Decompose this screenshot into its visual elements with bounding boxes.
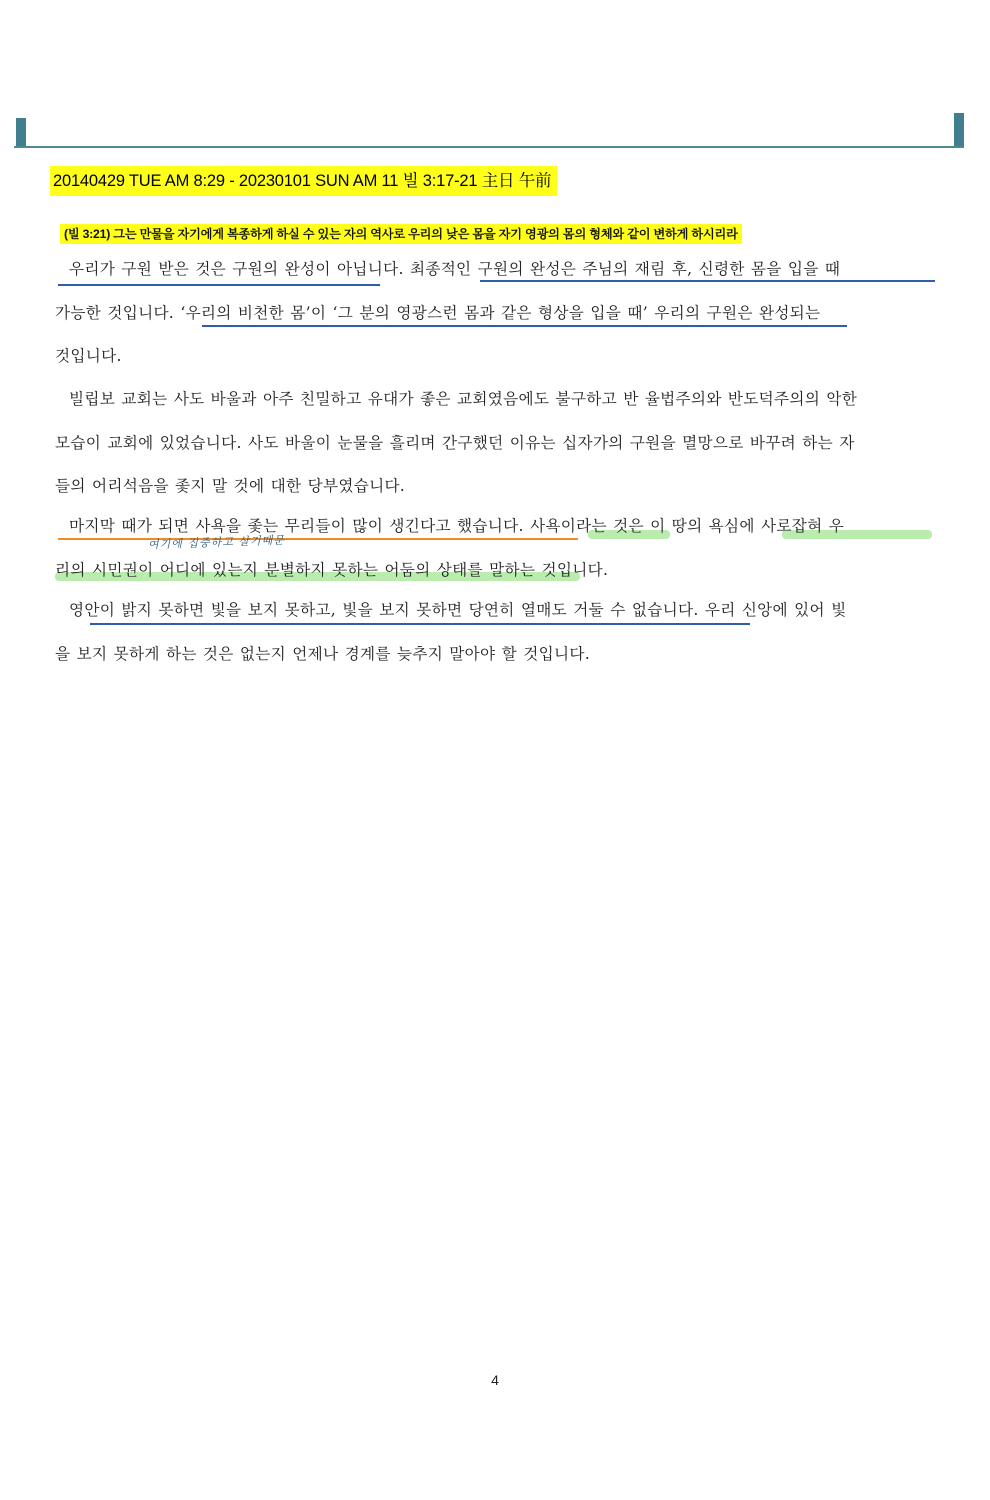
paragraph bbox=[55, 248, 935, 379]
paragraph-line: 마지막 때가 되면 사욕을 좇는 무리들이 많이 생긴다고 했습니다. 사욕이라는 것은 이 땅의 욕심에 사로잡혀 우 bbox=[69, 517, 845, 535]
paragraph bbox=[55, 589, 935, 676]
header-rule bbox=[14, 146, 964, 148]
header-left-bar bbox=[16, 118, 26, 148]
paragraph-line: 우리가 구원 받은 것은 구원의 완성이 아닙니다. 최종적인 구원의 완성은 주님의 재림 후, 신령한 몸을 입을 때 bbox=[69, 260, 841, 278]
paragraph-line: 빌립보 교회는 사도 바울과 아주 친밀하고 유대가 좋은 교회였음에도 불구하고 반 율법주의와 반도덕주의의 악한 bbox=[69, 390, 858, 408]
paragraph-line: 리의 시민권이 어디에 있는지 분별하지 못하는 어둠의 상태를 말하는 것입니다. bbox=[55, 560, 609, 579]
paragraph-line: 가능한 것입니다. ‘우리의 비천한 몸’이 ‘그 분의 영광스런 몸과 같은 형상을 입을 때’ 우리의 구원은 완성되는 bbox=[55, 303, 821, 322]
paragraph-line: 을 보지 못하게 하는 것은 없는지 언제나 경계를 늦추지 말아야 할 것입니다. bbox=[55, 644, 590, 663]
paragraph-line: 것입니다. bbox=[55, 347, 122, 365]
paragraph-line: 영안이 밝지 못하면 빛을 보지 못하고, 빛을 보지 못하면 당연히 열매도 거둘 수 없습니다. 우리 신앙에 있어 빛 bbox=[69, 601, 847, 619]
scripture-verse: (빌 3:21) 그는 만물을 자기에게 복종하게 하실 수 있는 자의 역사로 우리의 낮은 몸을 자기 영광의 몸의 형체와 같이 변하게 하시리라 bbox=[60, 224, 742, 244]
header-right-bar bbox=[954, 113, 964, 147]
handwritten-note: 여기에 집중하고 살기때문 bbox=[147, 533, 286, 552]
paragraph-line: 들의 어리석음을 좇지 말 것에 대한 당부였습니다. bbox=[55, 477, 406, 495]
sermon-header: 20140429 TUE AM 8:29 - 20230101 SUN AM 11 빌 3:17-21 主日 午前 bbox=[50, 166, 557, 196]
paragraph bbox=[55, 378, 935, 509]
paragraph-line: 모습이 교회에 있었습니다. 사도 바울이 눈물을 흘리며 간구했던 이유는 십자가의 구원을 멸망으로 바꾸려 하는 자 bbox=[55, 433, 855, 452]
page-number: 4 bbox=[491, 1372, 499, 1388]
